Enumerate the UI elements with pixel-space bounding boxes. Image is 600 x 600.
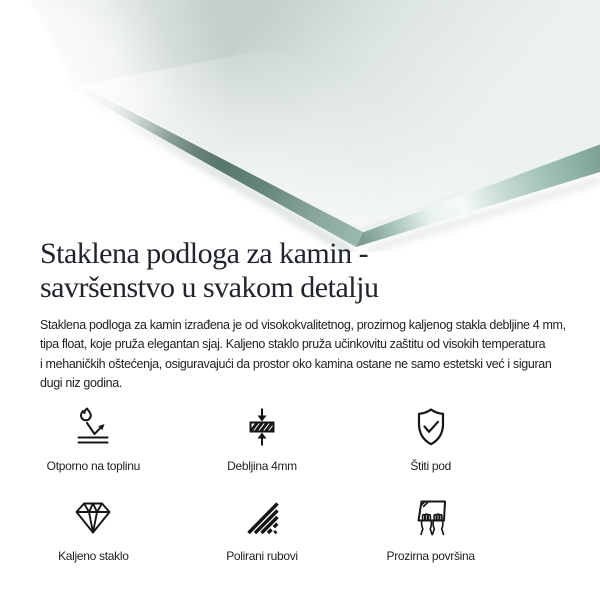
glass-panel-graphic — [0, 0, 600, 252]
page-title-line2: savršenstvo u svakom detalju — [40, 271, 379, 304]
feature-label: Debljina 4mm — [227, 459, 297, 473]
feature-protects-floor — [346, 405, 515, 473]
feature-heat-resistant — [9, 405, 178, 473]
feature-tempered-glass — [9, 495, 178, 563]
feature-transparent-surface — [346, 495, 515, 563]
page-title-line1: Staklena podloga za kamin - — [40, 237, 369, 270]
feature-label: Kaljeno staklo — [58, 549, 129, 563]
description-line: dugi niz godina. — [40, 375, 122, 390]
heat-resistant-icon — [71, 405, 115, 449]
description-line: Staklena podloga za kamin izrađena je od visokokvalitetnog, prozirnog kaljenog stakla debljine 4 mm, — [40, 318, 566, 332]
description-line: i mehaničkih oštećenja, osiguravajući da prostor oko kamina ostane ne samo estetski već i siguran — [40, 356, 552, 371]
glass-panel-image — [0, 0, 600, 252]
feature-label: Prozirna površina — [386, 549, 475, 563]
feature-label: Otporno na toplinu — [46, 459, 140, 473]
diamond-icon — [71, 495, 115, 539]
shield-check-icon — [409, 405, 453, 449]
polished-edges-icon — [240, 495, 284, 539]
page-title — [40, 237, 378, 305]
features-grid — [9, 405, 515, 563]
description-line: tipa float, koje pruža elegantan sjaj. Kaljeno staklo pruža učinkovitu zaštitu od visokih temperatura — [40, 337, 546, 352]
product-description — [40, 316, 566, 393]
hands-holding-glass-icon — [409, 495, 453, 539]
feature-thickness — [178, 405, 347, 473]
feature-label: Polirani rubovi — [226, 549, 298, 563]
feature-label: Štiti pod — [410, 459, 451, 473]
thickness-4mm-icon — [240, 405, 284, 449]
feature-polished-edges — [178, 495, 347, 563]
